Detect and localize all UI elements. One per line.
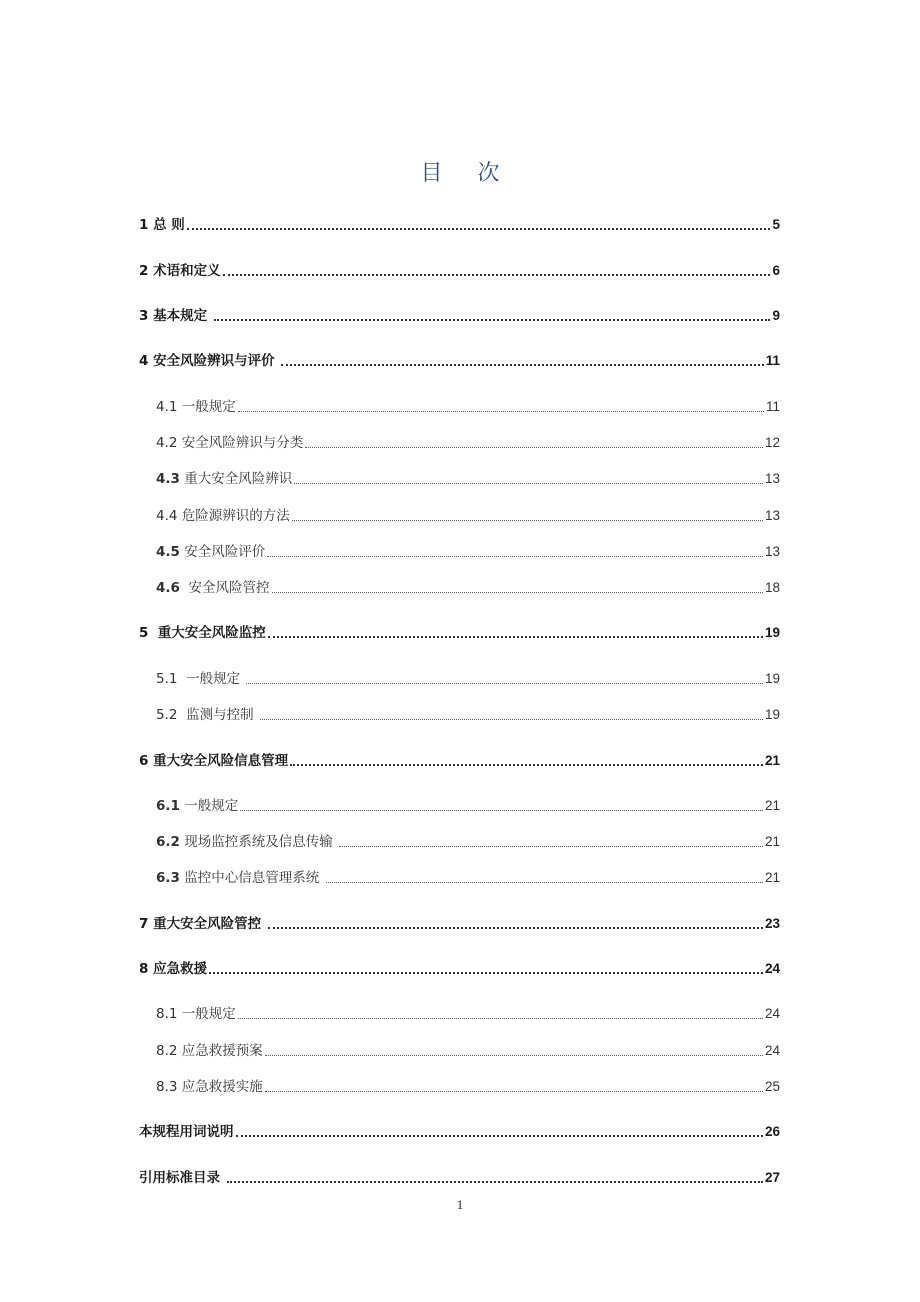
toc-entry-page: 25: [764, 1079, 780, 1094]
toc-entry-title: [139, 913, 266, 935]
toc-entry-number: 4.4: [156, 508, 178, 524]
toc-entry-label: 现场监控系统及信息传输: [179, 834, 338, 850]
toc-entry-title: [156, 577, 270, 599]
toc-entry-number: 4.2: [156, 435, 178, 451]
dot-leader: [236, 1134, 763, 1137]
toc-entry-title: [156, 505, 290, 527]
dot-leader: [294, 482, 763, 484]
toc-entry-page: 19: [764, 625, 780, 640]
toc-entry-number: 8.1: [156, 1006, 178, 1022]
toc-entry-title: [156, 1076, 263, 1098]
toc-entry-label: 安全风险评价: [179, 544, 266, 560]
toc-entry-label: 监控中心信息管理系统: [179, 870, 324, 886]
toc-entry-number: 4.6: [156, 580, 180, 596]
dot-leader: [268, 926, 763, 929]
toc-section-entry[interactable]: [156, 1076, 780, 1098]
toc-entry-title: [139, 750, 288, 772]
dot-leader: [326, 881, 763, 883]
toc-chapter-entry[interactable]: [139, 1121, 780, 1143]
toc-entry-label: 一般规定: [177, 399, 236, 415]
toc-chapter-entry[interactable]: [139, 260, 780, 282]
toc-entry-label: 一般规定: [177, 1006, 236, 1022]
toc-entry-page: 12: [764, 435, 780, 450]
toc-entry-page: 23: [764, 916, 780, 931]
toc-section-entry[interactable]: [156, 1003, 780, 1025]
toc-entry-title: [156, 867, 324, 889]
toc-chapter-entry[interactable]: [139, 350, 780, 372]
toc-entry-label: 安全风险管控: [179, 580, 270, 596]
toc-entry-page: 27: [764, 1170, 780, 1185]
toc-entry-title: [139, 622, 266, 644]
toc-chapter-entry[interactable]: [139, 958, 780, 980]
toc-section-entry[interactable]: [156, 541, 780, 563]
toc-entry-page: 26: [764, 1124, 780, 1139]
toc-entry-page: 13: [764, 544, 780, 559]
dot-leader: [272, 591, 763, 593]
toc-entry-title: [156, 541, 265, 563]
toc-chapter-entry[interactable]: [139, 1167, 780, 1189]
toc-entry-label: 一般规定: [177, 671, 245, 687]
dot-leader: [292, 519, 763, 521]
toc-entry-page: 5: [772, 217, 780, 232]
toc-entry-title: [139, 214, 185, 236]
dot-leader: [290, 763, 763, 766]
dot-leader: [265, 1054, 763, 1056]
toc-entry-label: 术语和定义: [148, 263, 221, 279]
toc-entry-page: 21: [764, 834, 780, 849]
page-number: 1: [456, 1197, 464, 1212]
toc-entry-number: 8: [139, 961, 149, 977]
dot-leader: [227, 1180, 763, 1183]
toc-entry-label: 引用标准目录: [139, 1170, 225, 1186]
toc-entry-label: 基本规定: [148, 308, 212, 324]
toc-entry-number: 5.2: [156, 707, 178, 723]
toc-entry-title: [139, 305, 212, 327]
toc-entry-label: 安全风险辨识与分类: [177, 435, 304, 451]
toc-chapter-entry[interactable]: [139, 622, 780, 644]
toc-entry-label: 应急救援实施: [177, 1079, 263, 1095]
toc-title: 目 次: [420, 161, 514, 186]
toc-entry-page: 21: [764, 798, 780, 813]
toc-entry-label: 重大安全风险信息管理: [148, 753, 289, 769]
toc-section-entry[interactable]: [156, 867, 780, 889]
toc-section-entry[interactable]: [156, 831, 780, 853]
toc-section-entry[interactable]: [156, 577, 780, 599]
toc-entry-number: 7: [139, 916, 149, 932]
toc-entry-page: 13: [764, 471, 780, 486]
toc-section-entry[interactable]: [156, 505, 780, 527]
toc-chapter-entry[interactable]: [139, 214, 780, 236]
dot-leader: [214, 318, 771, 321]
toc-entry-page: 11: [765, 353, 780, 368]
toc-entry-number: 6.2: [156, 834, 180, 850]
toc-entry-page: 9: [772, 308, 780, 323]
toc-entry-label: 应急救援预案: [177, 1043, 263, 1059]
toc-entry-number: 8.3: [156, 1079, 178, 1095]
dot-leader: [281, 363, 763, 366]
toc-chapter-entry[interactable]: [139, 913, 780, 935]
toc-entry-label: 监测与控制: [177, 707, 258, 723]
dot-leader: [223, 273, 771, 276]
toc-entry-title: [139, 958, 207, 980]
toc-entry-page: 6: [772, 263, 780, 278]
toc-entry-number: 1: [139, 217, 149, 233]
toc-entry-title: [139, 1167, 225, 1189]
toc-entry-title: [139, 260, 221, 282]
toc-entry-label: 总 则: [148, 217, 185, 233]
toc-chapter-entry[interactable]: [139, 305, 780, 327]
toc-section-entry[interactable]: [156, 468, 780, 490]
dot-leader: [260, 718, 763, 720]
toc-entry-title: [156, 1040, 263, 1062]
dot-leader: [238, 1017, 763, 1019]
toc-entry-number: 6.3: [156, 870, 180, 886]
toc-entry-label: 重大安全风险监控: [148, 625, 266, 641]
toc-entry-number: 4.1: [156, 399, 178, 415]
toc-entry-page: 24: [764, 961, 780, 976]
toc-entry-page: 13: [764, 508, 780, 523]
dot-leader: [187, 227, 771, 230]
toc-entry-label: 重大安全风险辨识: [179, 471, 293, 487]
toc-entry-number: 4: [139, 353, 149, 369]
toc-entry-number: 6: [139, 753, 149, 769]
dot-leader: [240, 809, 763, 811]
toc-entry-label: 本规程用词说明: [139, 1124, 234, 1140]
toc-entry-label: 应急救援: [148, 961, 208, 977]
toc-entry-page: 24: [764, 1043, 780, 1058]
toc-section-entry[interactable]: [156, 1040, 780, 1062]
dot-leader: [265, 1090, 763, 1092]
dot-leader: [268, 635, 763, 638]
toc-section-entry[interactable]: [156, 396, 780, 418]
toc-entry-label: 安全风险辨识与评价: [148, 353, 280, 369]
toc-entry-title: [156, 432, 303, 454]
toc-section-entry[interactable]: [156, 432, 780, 454]
toc-entry-page: 18: [764, 580, 780, 595]
toc-entry-label: 重大安全风险管控: [148, 916, 266, 932]
toc-entry-number: 2: [139, 263, 149, 279]
toc-entry-page: 24: [764, 1006, 780, 1021]
dot-leader: [238, 410, 764, 412]
toc-entry-number: 4.5: [156, 544, 180, 560]
toc-entry-page: 19: [764, 671, 780, 686]
toc-entry-label: 危险源辨识的方法: [177, 508, 290, 524]
toc-chapter-entry[interactable]: [139, 750, 780, 772]
toc-entry-number: 5.1: [156, 671, 178, 687]
dot-leader: [339, 845, 763, 847]
toc-entry-label: 一般规定: [179, 798, 239, 814]
toc-entry-page: 11: [765, 399, 780, 414]
toc-entry-title: [156, 1003, 236, 1025]
toc-entry-title: [156, 831, 337, 853]
toc-entry-number: 6.1: [156, 798, 180, 814]
toc-entry-number: 4.3: [156, 471, 180, 487]
dot-leader: [246, 682, 763, 684]
toc-entry-title: [139, 1121, 234, 1143]
toc-entry-number: 8.2: [156, 1043, 178, 1059]
toc-section-entry[interactable]: [156, 704, 780, 726]
toc-section-entry[interactable]: [156, 795, 780, 817]
toc-entry-title: [139, 350, 279, 372]
toc-entry-title: [156, 704, 258, 726]
dot-leader: [305, 446, 763, 448]
dot-leader: [267, 555, 763, 557]
toc-entry-page: 21: [764, 753, 780, 768]
dot-leader: [209, 971, 763, 974]
toc-entry-number: 3: [139, 308, 149, 324]
toc-entry-title: [156, 468, 292, 490]
toc-entry-number: 5: [139, 625, 149, 641]
toc-section-entry[interactable]: [156, 668, 780, 690]
toc-entry-title: [156, 795, 238, 817]
toc-entry-title: [156, 396, 236, 418]
toc-entry-title: [156, 668, 244, 690]
toc-entry-page: 19: [764, 707, 780, 722]
toc-entry-page: 21: [764, 870, 780, 885]
